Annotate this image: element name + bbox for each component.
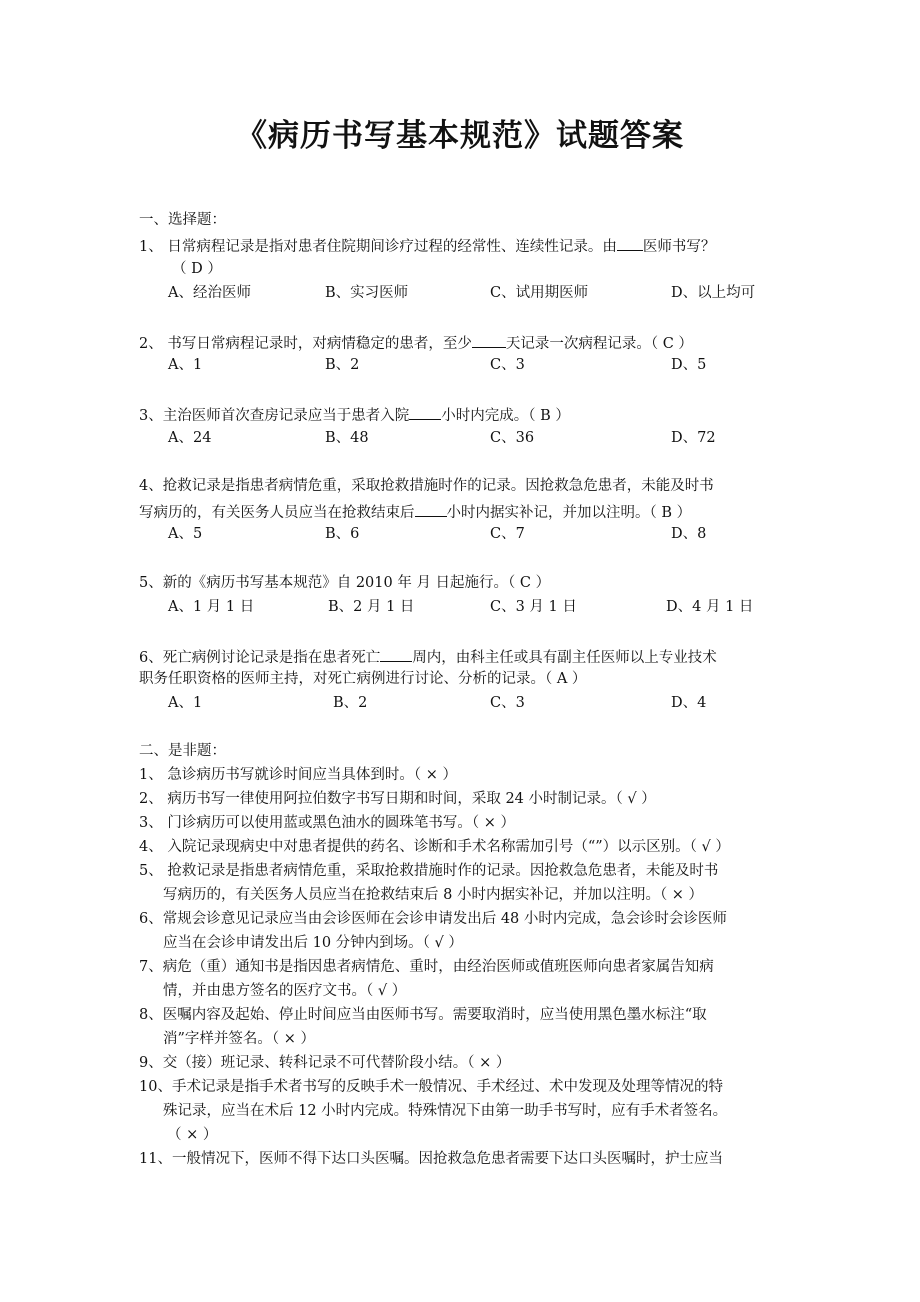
question-6-option-d: D、4 — [671, 695, 707, 711]
question-3-text-a: 3、主治医师首次查房记录应当于患者入院 — [139, 408, 410, 424]
question-1-text-b: 医师书写？ — [642, 239, 716, 255]
question-1-line-1 — [139, 234, 715, 257]
question-1-option-a: A、经治医师 — [168, 285, 251, 301]
tf-line-3: 3、 门诊病历可以使用蓝或黑色油水的圆珠笔书写。（ × ） — [139, 815, 515, 831]
question-1-option-b: B、实习医师 — [325, 285, 409, 301]
question-6-text-a: 6、死亡病例讨论记录是指在患者死亡 — [139, 650, 381, 666]
question-3-option-b: B、48 — [325, 430, 369, 446]
question-3-text-b: 小时内完成。（ B ） — [441, 408, 570, 424]
question-6-line-1 — [139, 645, 717, 668]
tf-line-7: 7、病危（重）通知书是指因患者病情危、重时，由经治医师或值班医师向患者家属告知病 — [139, 959, 714, 975]
tf-line-10-answer: （ × ） — [167, 1127, 218, 1143]
question-6-option-a: A、1 — [168, 695, 203, 711]
answer-blank — [472, 331, 506, 348]
question-4-option-c: C、7 — [490, 526, 525, 542]
answer-blank — [415, 500, 447, 517]
question-4-option-b: B、6 — [325, 526, 360, 542]
question-4-text-a: 写病历的，有关医务人员应当在抢救结束后 — [139, 505, 415, 521]
question-3-line-1 — [139, 403, 570, 426]
tf-line-10-cont: 殊记录，应当在术后 12 小时内完成。特殊情况下由第一助手书写时，应有手术者签名。 — [163, 1103, 728, 1119]
tf-line-2: 2、 病历书写一律使用阿拉伯数字书写日期和时间，采取 24 小时制记录。（ √ ） — [139, 791, 656, 807]
question-4-line-1: 4、抢救记录是指患者病情危重，采取抢救措施时作的记录。因抢救急危患者，未能及时书 — [139, 478, 714, 494]
tf-line-8: 8、医嘱内容及起始、停止时间应当由医师书写。需要取消时，应当使用黑色墨水标注“取 — [139, 1007, 707, 1023]
answer-blank — [617, 234, 643, 251]
question-1-answer: （ D ） — [172, 261, 222, 277]
document-title: 《病历书写基本规范》试题答案 — [236, 118, 684, 154]
question-4-line-2 — [139, 500, 691, 523]
section-heading-choice: 一、选择题： — [139, 212, 226, 228]
question-3-option-c: C、36 — [490, 430, 535, 446]
tf-line-8-cont: 消”字样并签名。（ × ） — [163, 1031, 316, 1047]
tf-line-5-cont: 写病历的，有关医务人员应当在抢救结束后 8 小时内据实补记，并加以注明。（ × ） — [163, 887, 704, 903]
question-2-text-b: 天记录一次病程记录。（ C ） — [505, 336, 693, 352]
question-2-text-a: 2、 书写日常病程记录时，对病情稳定的患者，至少 — [139, 336, 472, 352]
question-5-line-1: 5、新的《病历书写基本规范》自 2010 年 月 日起施行。（ C ） — [139, 575, 551, 591]
question-3-option-a: A、24 — [168, 430, 212, 446]
tf-line-5: 5、 抢救记录是指患者病情危重，采取抢救措施时作的记录。因抢救急危患者，未能及时书 — [139, 863, 719, 879]
tf-line-1: 1、 急诊病历书写就诊时间应当具体到时。（ × ） — [139, 767, 457, 783]
question-6-line-2: 职务任职资格的医师主持，对死亡病例进行讨论、分析的记录。（ A ） — [139, 671, 587, 687]
question-6-option-c: C、3 — [490, 695, 525, 711]
question-2-option-b: B、2 — [325, 357, 360, 373]
question-2-line-1 — [139, 331, 693, 354]
question-2-option-c: C、3 — [490, 357, 525, 373]
section-heading-true-false: 二、是非题： — [139, 743, 226, 759]
tf-line-11: 11、一般情况下，医师不得下达口头医嘱。因抢救急危患者需要下达口头医嘱时，护士应当 — [139, 1151, 723, 1167]
question-6-option-b: B、2 — [333, 695, 368, 711]
question-2-option-d: D、5 — [671, 357, 707, 373]
question-4-text-b: 小时内据实补记，并加以注明。（ B ） — [446, 505, 692, 521]
answer-blank — [409, 403, 441, 420]
question-5-option-d: D、4 月 1 日 — [666, 599, 754, 615]
tf-line-6-cont: 应当在会诊申请发出后 10 分钟内到场。（ √ ） — [163, 935, 463, 951]
question-4-option-a: A、5 — [168, 526, 203, 542]
question-5-option-a: A、1 月 1 日 — [168, 599, 255, 615]
question-1-text-a: 1、 日常病程记录是指对患者住院期间诊疗过程的经常性、连续性记录。由 — [139, 239, 617, 255]
question-6-text-b: 周内，由科主任或具有副主任医师以上专业技术 — [412, 650, 717, 666]
tf-line-4: 4、 入院记录现病史中对患者提供的药名、诊断和手术名称需加引号（“”）以示区别。（ √ ） — [139, 839, 730, 855]
tf-line-10: 10、手术记录是指手术者书写的反映手术一般情况、手术经过、术中发现及处理等情况的特 — [139, 1079, 723, 1095]
answer-blank — [380, 645, 412, 662]
tf-line-9: 9、交（接）班记录、转科记录不可代替阶段小结。（ × ） — [139, 1055, 511, 1071]
question-3-option-d: D、72 — [671, 430, 716, 446]
question-5-option-c: C、3 月 1 日 — [490, 599, 577, 615]
tf-line-7-cont: 情，并由患方签名的医疗文书。（ √ ） — [163, 983, 407, 999]
question-1-option-d: D、以上均可 — [671, 285, 756, 301]
question-5-option-b: B、2 月 1 日 — [328, 599, 415, 615]
question-4-option-d: D、8 — [671, 526, 707, 542]
question-2-option-a: A、1 — [168, 357, 203, 373]
question-1-option-c: C、试用期医师 — [490, 285, 589, 301]
tf-line-6: 6、常规会诊意见记录应当由会诊医师在会诊申请发出后 48 小时内完成，急会诊时会诊医师 — [139, 911, 727, 927]
